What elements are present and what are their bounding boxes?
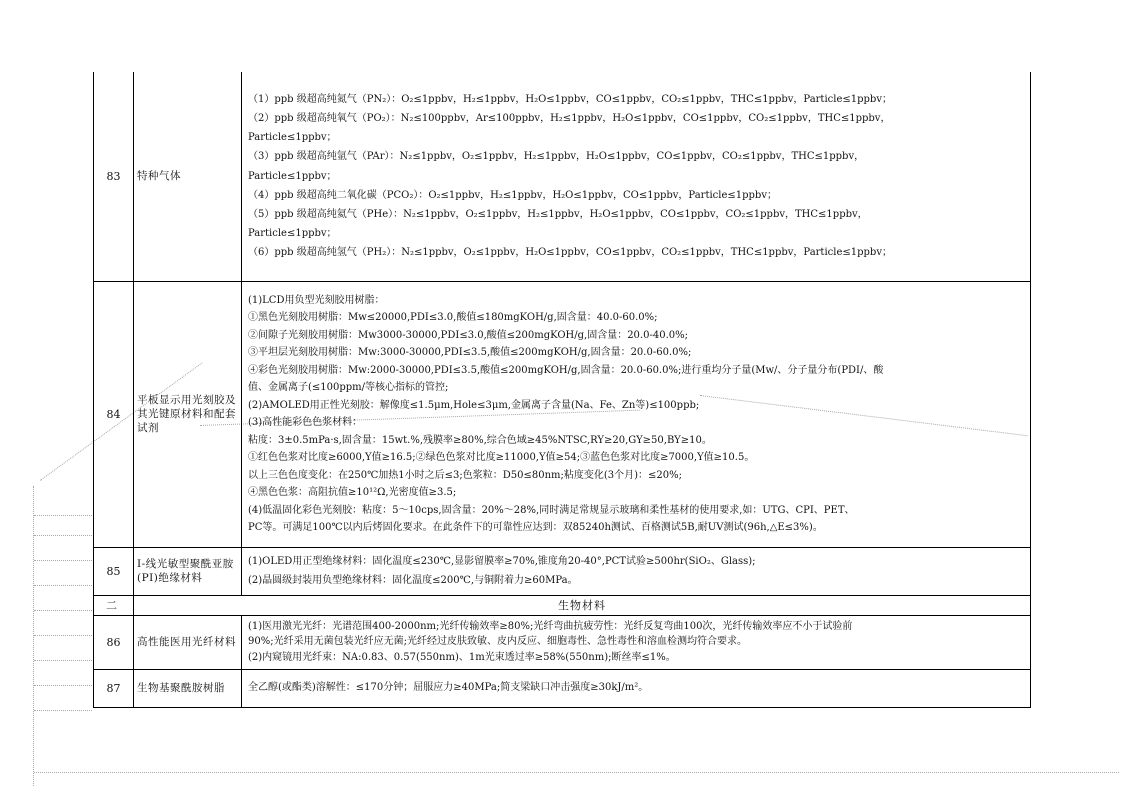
section-label: 二 (94, 595, 134, 615)
requirements-cell (242, 615, 1031, 669)
requirement-line: 90%;光纤采用无菌包装光纤应无菌;光纤经过皮肤致敏、皮内反应、细胞毒性、急性毒性和溶血检测均符合要求。 (248, 636, 747, 648)
row-number: 86 (94, 615, 134, 669)
material-name: 高性能医用光纤材料 (134, 615, 242, 669)
requirement-line: (4)低温固化彩色光刻胶：粘度：5～10cps,固含量：20%～28%,同时满足常规显示玻璃和柔性基材的使用要求,如：UTG、CPI、PET、 (248, 504, 855, 516)
requirement-line: Particle≤1ppbv； (248, 228, 337, 240)
requirement-line: (3)高性能彩色色浆材料： (248, 417, 363, 428)
table-row (94, 547, 1031, 595)
requirement-line: 值、金属离子(≤100ppm/等核心指标的管控; (248, 382, 449, 393)
section-header-row (94, 595, 1031, 615)
requirement-line: （2）ppb 级超高纯氧气（PO₂）：N₂≤100ppbv，Ar≤100ppbv，H₂≤1ppbv，H₂O≤1ppbv，CO≤1ppbv，CO₂≤1ppbv，THC≤1ppbv， (248, 113, 891, 125)
requirement-line: 全乙醇(或酯类)溶解性：≤170分钟；屈服应力≥40MPa;简支梁缺口冲击强度≥30kJ/m²。 (248, 682, 649, 694)
row-number: 84 (94, 281, 134, 547)
table-row (94, 669, 1031, 707)
requirement-line: ①红色色浆对比度≥6000,Y值≥16.5;②绿色色浆对比度≥11000,Y值≥54;③蓝色色浆对比度≥7000,Y值≥10.5。 (248, 452, 755, 463)
requirement-line: （1）ppb 级超高纯氮气（PN₂）：O₂≤1ppbv，H₂≤1ppbv，H₂O≤1ppbv，CO≤1ppbv，CO₂≤1ppbv，THC≤1ppbv，Particle≤1ppbv； (248, 93, 892, 105)
requirement-line: ①黑色光刻胶用树脂：Mw≤20000,PDI≤3.0,酸值≤180mgKOH/g,固含量：40.0-60.0%; (248, 312, 658, 323)
section-title: 生物材料 (134, 595, 1031, 615)
table-row (94, 72, 1031, 281)
requirement-line: （4）ppb 级超高纯二氧化碳（PCO₂）：O₂≤1ppbv，H₂≤1ppbv，H₂O≤1ppbv，CO≤1ppbv，Particle≤1ppbv； (248, 189, 777, 201)
requirements-cell (242, 669, 1031, 707)
material-name: 生物基聚酰胺树脂 (134, 669, 242, 707)
requirement-line: ②间隙子光刻胶用树脂：Mw3000-30000,PDI≤3.0,酸值≤200mgKOH/g,固含量：20.0-40.0%; (248, 329, 688, 341)
requirement-line: (1)OLED用正型绝缘材料：固化温度≤230℃,显影留膜率≥70%,锥度角20-40°,PCT试验≥500hr(SiO₂、Glass); (248, 555, 756, 567)
table-row (94, 615, 1031, 669)
requirement-line: Particle≤1ppbv； (248, 170, 337, 182)
requirement-line: 粘度：3±0.5mPa·s,固含量：15wt.%,残膜率≥80%,综合色域≥45%NTSC,RY≥20,GY≥50,BY≥10。 (248, 434, 712, 446)
requirements-cell (242, 72, 1031, 281)
requirement-line: ④彩色光刻胶用树脂：Mw:2000-30000,PDI≤3.5,酸值≤200mgKOH/g,固含量：20.0-60.0%;进行重均分子量(Mw/、分子量分布(PDI/、酸 (248, 364, 884, 376)
material-name: 平板显示用光刻胶及其光键原材料和配套试剂 (134, 281, 242, 547)
requirement-line: (2)晶圆级封装用负型绝缘材料：固化温度≤200℃,与铜附着力≥60MPa。 (248, 575, 578, 586)
row-number: 85 (94, 547, 134, 595)
spec-table (93, 72, 1031, 708)
requirement-line: (2)内窥镜用光纤束：NA:0.83、0.57(550nm)、1m光束透过率≥58%(550nm);断丝率≤1%。 (248, 651, 676, 663)
requirement-line: 以上三色色度变化：在250℃加热1小时之后≤3;色浆粒：D50≤80nm;粘度变化(3个月)：≤20%; (248, 469, 683, 481)
requirement-line: (1)医用激光光纤：光谱范围400-2000nm;光纤传输效率≥80%;光纤弯曲抗疲劳性：光纤反复弯曲100次，光纤传输效率应不小于试验前 (248, 620, 853, 632)
requirement-line: (2)AMOLED用正性光刻胶：解像度≤1.5μm,Hole≤3μm,金属离子含量(Na、Fe、Zn等)≤100ppb; (248, 399, 700, 411)
requirement-line: PC等。可满足100℃以内后烤固化要求。在此条件下的可靠性应达到：双85240h测试、百格测试5B,耐UV测试(96h,△E≤3%)。 (248, 522, 823, 533)
row-number: 87 (94, 669, 134, 707)
requirement-line: ③平坦层光刻胶用树脂：Mw:3000-30000,PDI≤3.5,酸值≤200mgKOH/g,固含量：20.0-60.0%; (248, 347, 692, 358)
table-row (94, 281, 1031, 547)
requirement-line: (1)LCD用负型光刻胶用树脂： (248, 294, 385, 306)
requirement-line: Particle≤1ppbv； (248, 132, 337, 144)
requirement-line: ④黑色色浆：高阻抗值≥10¹²Ω,光密度值≥3.5; (248, 487, 457, 498)
requirement-line: （3）ppb 级超高纯氩气（PAr）：N₂≤1ppbv，O₂≤1ppbv，H₂≤1ppbv，H₂O≤1ppbv，CO≤1ppbv，CO₂≤1ppbv，THC≤1ppbv， (248, 151, 865, 163)
requirements-cell (242, 281, 1031, 547)
row-number: 83 (94, 72, 134, 281)
material-name: I-线光敏型聚酰亚胺(PI)绝缘材料 (134, 547, 242, 595)
requirement-line: （5）ppb 级超高纯氦气（PHe）：N₂≤1ppbv，O₂≤1ppbv，H₂≤1ppbv，H₂O≤1ppbv，CO≤1ppbv，CO₂≤1ppbv，THC≤1ppbv， (248, 209, 868, 221)
requirement-line: （6）ppb 级超高纯氢气（PH₂）：N₂≤1ppbv，O₂≤1ppbv，H₂O≤1ppbv，CO≤1ppbv，CO₂≤1ppbv，THC≤1ppbv，Particle≤1ppbv； (248, 247, 892, 259)
material-name: 特种气体 (134, 72, 242, 281)
requirements-cell (242, 547, 1031, 595)
